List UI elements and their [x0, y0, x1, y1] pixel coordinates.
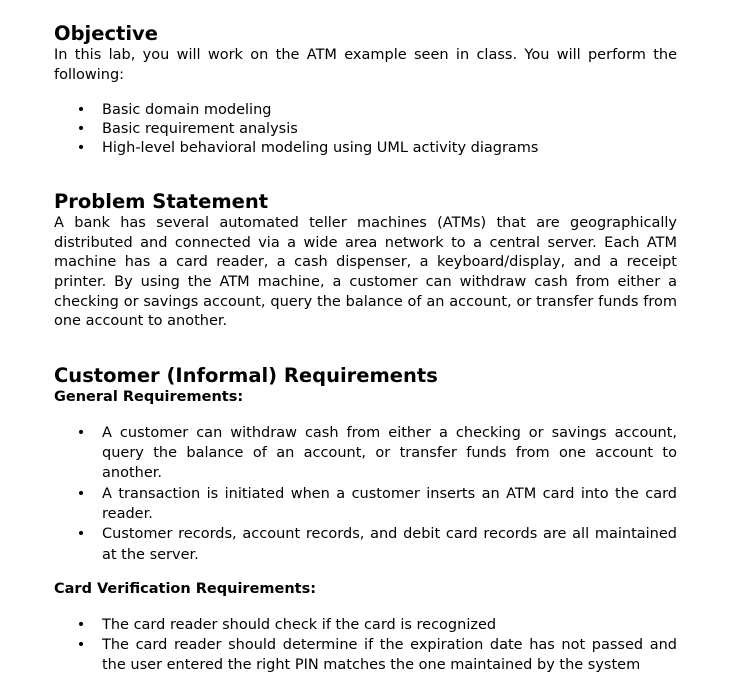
bullet-icon: •	[76, 424, 86, 441]
card-verification-list	[54, 615, 677, 675]
list-item-text: High-level behavioral modeling using UML activity diagrams	[102, 140, 539, 157]
list-item	[54, 423, 677, 484]
bullet-icon: •	[76, 121, 86, 138]
bullet-icon: •	[76, 485, 86, 502]
objective-heading: Objective	[54, 22, 158, 45]
list-item-text: The card reader should check if the card is recognized	[102, 616, 497, 633]
bullet-icon: •	[76, 102, 86, 119]
problem-statement-heading: Problem Statement	[54, 190, 269, 214]
list-item	[54, 524, 677, 565]
general-requirements-list	[54, 423, 677, 565]
list-item-text: Customer records, account records, and debit card records are all maintained at the server.	[102, 526, 677, 563]
bullet-icon: •	[76, 636, 86, 653]
list-item	[54, 101, 677, 120]
list-item	[54, 139, 677, 158]
objective-intro: In this lab, you will work on the ATM example seen in class. You will perform the following:	[54, 47, 677, 83]
bullet-icon: •	[76, 526, 86, 543]
bullet-icon: •	[76, 616, 86, 633]
list-item	[54, 615, 677, 635]
list-item	[54, 635, 677, 675]
list-item-text: A transaction is initiated when a customer inserts an ATM card into the card reader.	[102, 485, 677, 522]
document-page	[54, 22, 677, 675]
list-item-text: The card reader should determine if the expiration date has not passed and the user entered the right PIN matches the one maintained by the system	[102, 636, 677, 673]
general-requirements-heading: General Requirements:	[54, 388, 244, 405]
bullet-icon: •	[76, 140, 86, 157]
list-item	[54, 484, 677, 525]
list-item	[54, 120, 677, 139]
list-item-text: Basic domain modeling	[102, 102, 272, 119]
card-verification-heading: Card Verification Requirements:	[54, 580, 317, 597]
list-item-text: Basic requirement analysis	[102, 121, 298, 138]
problem-statement-text: A bank has several automated teller machines (ATMs) that are geographically distributed and connected via a wide area network to a central server. Each ATM machine has a card reader, a cash dispenser, a keyboard/display, and a receipt printer. By using the ATM machine, a customer can withdraw cash from either a checking or savings account, query the balance of an account, or transfer funds from one account to another.	[54, 215, 677, 330]
objective-list	[54, 101, 677, 158]
customer-requirements-heading: Customer (Informal) Requirements	[54, 363, 438, 387]
list-item-text: A customer can withdraw cash from either a checking or savings account, query the balance of an account, or transfer funds from one account to another.	[102, 424, 677, 482]
